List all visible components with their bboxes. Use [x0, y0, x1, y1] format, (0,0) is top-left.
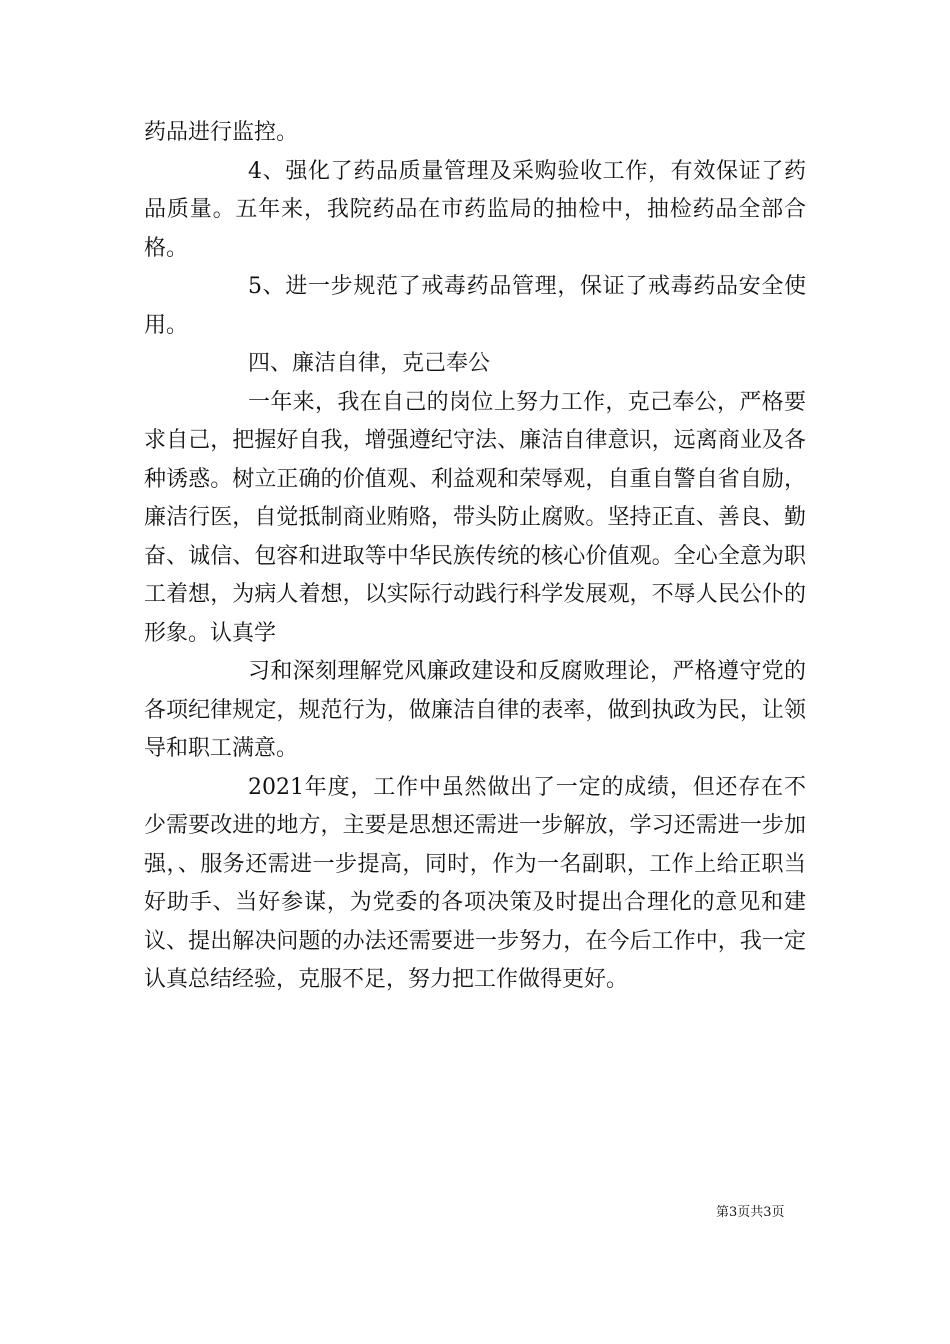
section-heading-4: 四、廉洁自律，克己奉公 — [248, 351, 491, 376]
paragraph-summary: 2021年度，工作中虽然做出了一定的成绩，但还存在不少需要改进的地方，主要是思想还需进一步解放，学习还需进一步加强，、服务还需进一步提高，同时，作为一名副职，工作上给正职当好助手、当好参谋，为党委的各项决策及时提出合理化的意见和建议、提出解决问题的办法还需要进一步努力，在今后工作中，我一定认真总结经验，克服不足，努力把工作做得更好。 — [144, 774, 806, 992]
paragraph-integrity: 一年来，我在自己的岗位上努力工作，克己奉公，严格要求自己，把握好自我，增强遵纪守法、廉洁自律意识，远离商业及各种诱惑。树立正确的价值观、利益观和荣辱观，自重自警自省自励，廉洁行医，自觉抵制商业贿赂，带头防止腐败。坚持正直、善良、勤奋、诚信、包容和进取等中华民族传统的核心价值观。全心全意为职工着想，为病人着想，以实际行动践行科学发展观，不辱人民公仆的形象。认真学 — [144, 389, 806, 646]
paragraph-party-study: 习和深刻理解党风廉政建设和反腐败理论，严格遵守党的各项纪律规定，规范行为，做廉洁自律的表率，做到执政为民，让领导和职工满意。 — [144, 659, 806, 761]
paragraph-item-4: 4、强化了药品质量管理及采购验收工作，有效保证了药品质量。五年来，我院药品在市药监局的抽检中，抽检药品全部合格。 — [144, 158, 806, 261]
document-body — [144, 114, 806, 1000]
page-number: 第3页共3页 — [716, 1205, 785, 1220]
paragraph-continuation: 药品进行监控。 — [144, 120, 299, 145]
paragraph-item-5: 5、进一步规范了戒毒药品管理，保证了戒毒药品安全使用。 — [144, 274, 806, 338]
